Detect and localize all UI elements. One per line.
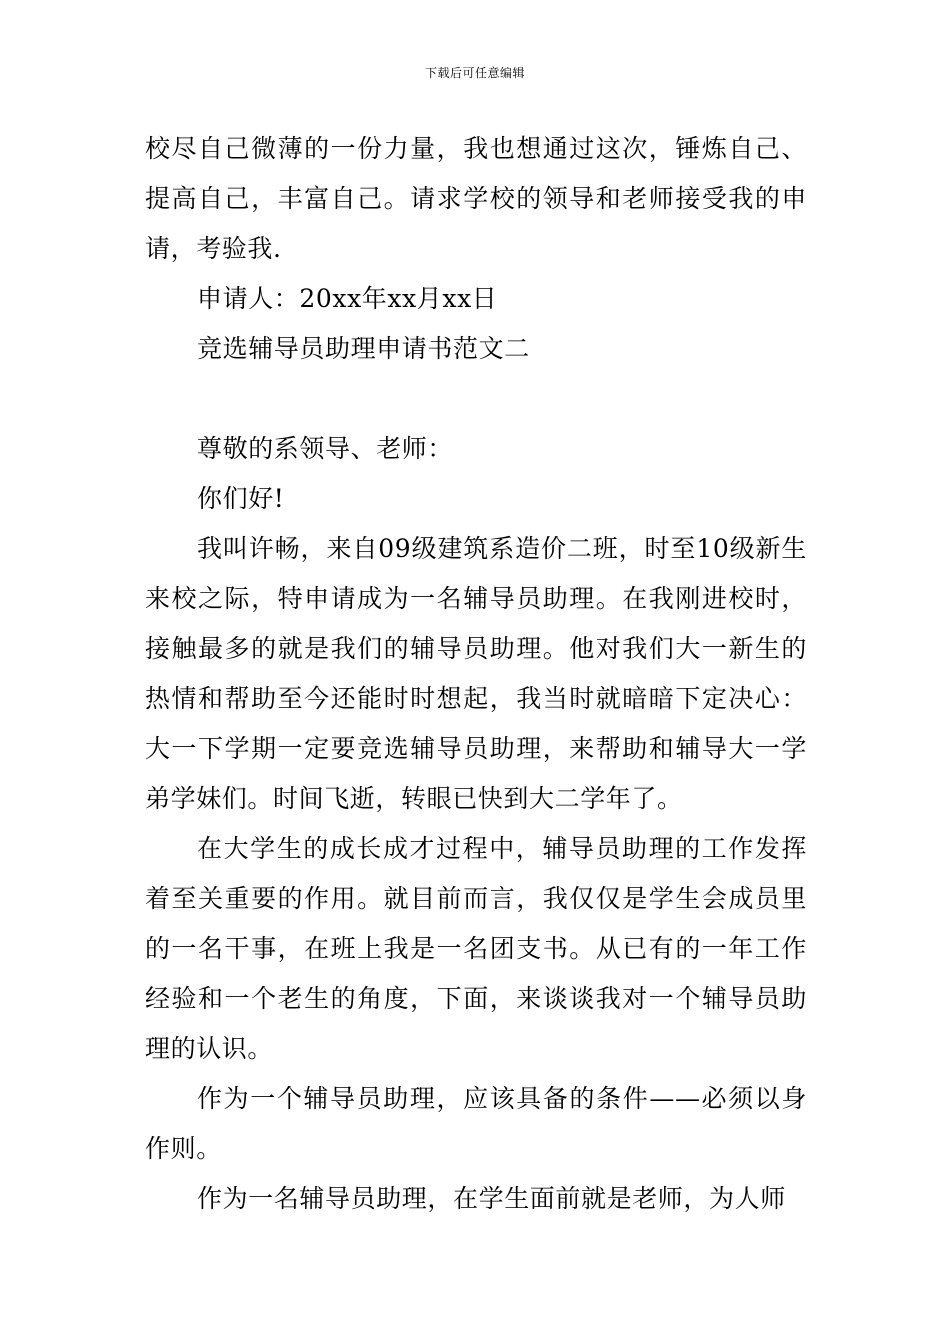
- paragraph: 我叫许畅，来自09级建筑系造价二班，时至10级新生来校之际，特申请成为一名辅导员助理。在我刚进校时，接触最多的就是我们的辅导员助理。他对我们大一新生的热情和帮助至今还能时时想起，我当时就暗暗下定决心：大一下学期一定要竞选辅导员助理，来帮助和辅导大一学弟学妹们。时间飞逝，转眼已快到大二学年了。: [145, 534, 807, 813]
- greeting: 你们好!: [197, 484, 285, 513]
- blank-line: [145, 374, 807, 424]
- page-header: 下载后可任意编辑: [424, 66, 525, 80]
- section-title: 竞选辅导员助理申请书范文二: [197, 334, 530, 363]
- paragraph: 作为一名辅导员助理，在学生面前就是老师，为人师: [197, 1184, 786, 1213]
- salutation: 尊敬的系领导、老师：: [197, 434, 454, 463]
- paragraph: 在大学生的成长成才过程中，辅导员助理的工作发挥着至关重要的作用。就目前而言，我仅仅是学生会成员里的一名干事，在班上我是一名团支书。从已有的一年工作经验和一个老生的角度，下面，来谈谈我对一个辅导员助理的认识。: [145, 834, 807, 1063]
- paragraph: 校尽自己微薄的一份力量，我也想通过这次，锤炼自己、提高自己，丰富自己。请求学校的领导和老师接受我的申请，考验我.: [145, 134, 807, 263]
- paragraph: 作为一个辅导员助理，应该具备的条件——必须以身作则。: [145, 1084, 807, 1163]
- document-body: [145, 124, 807, 1224]
- applicant-date-line: 申请人：20xx年xx月xx日: [197, 284, 498, 313]
